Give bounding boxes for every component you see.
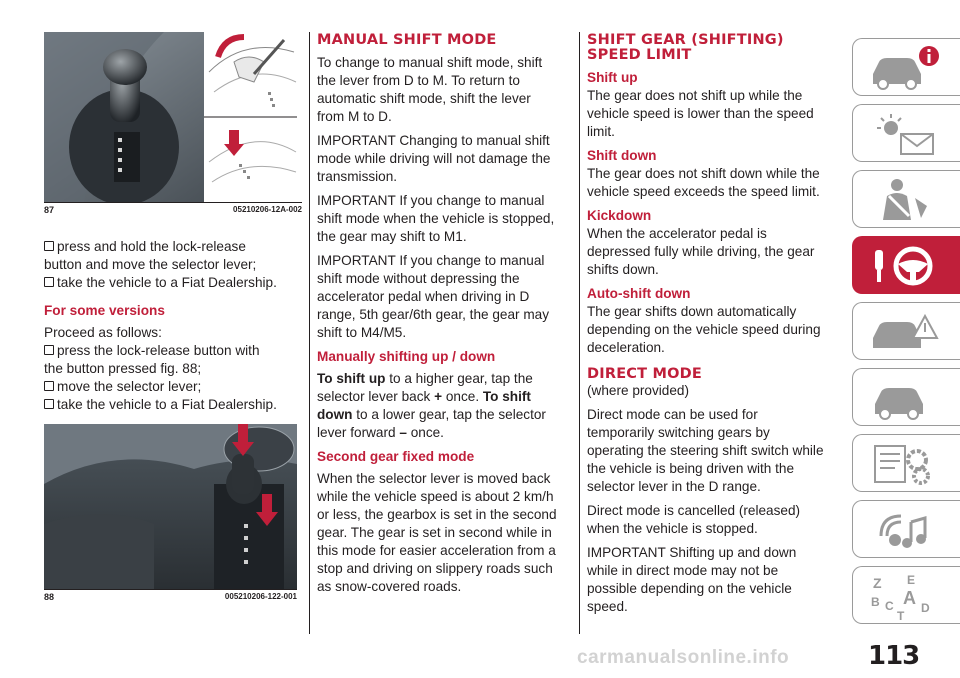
figure-88-image: [44, 424, 297, 589]
figure-87-caption: [44, 202, 302, 215]
nav-tab-airbag-seatbelt[interactable]: [852, 170, 960, 228]
section-subheading: For some versions: [44, 303, 165, 318]
list-item: take the vehicle to a Fiat Dealership.: [44, 396, 302, 414]
section-subheading: Manually shifting up / down: [317, 349, 496, 364]
paragraph: Direct mode is cancelled (released) when the vehicle is stopped.: [587, 503, 801, 536]
column-divider: [579, 32, 580, 634]
paragraph: To change to manual shift mode, shift the lever from D to M. To return to automatic shift mode, shift the lever from M to D.: [317, 55, 543, 124]
column-middle: [317, 0, 572, 596]
nav-tab-steering-wheel[interactable]: [852, 236, 960, 294]
section-subheading: Shift up: [587, 70, 638, 85]
nav-tab-specs[interactable]: [852, 434, 960, 492]
bullet-box-icon: [44, 277, 54, 287]
watermark: carmanualsonline.info: [577, 647, 790, 668]
index-letter: B: [871, 595, 880, 609]
figure-code: 05210206-12A-002: [233, 205, 302, 214]
index-letter: A: [903, 588, 916, 608]
paragraph: The gear does not shift up while the vehicle speed is lower than the speed limit.: [587, 88, 814, 139]
paragraph: The gear shifts down automatically depending on the vehicle speed during deceleration.: [587, 304, 821, 355]
column-divider: [309, 32, 310, 634]
column-right: [587, 0, 839, 616]
airbag-seatbelt-icon: [867, 176, 947, 224]
section-subheading: Second gear fixed mode: [317, 449, 475, 464]
car-crash-icon: [867, 308, 947, 356]
paragraph: Proceed as follows:: [44, 325, 162, 340]
paragraph: IMPORTANT If you change to manual shift mode when the vehicle is stopped, the gear may shift to M1.: [317, 193, 555, 244]
paragraph: Direct mode can be used for temporarily switching gears by operating the steering shift switch while the vehicle is being driven with the selector lever in the D range.: [587, 407, 824, 494]
figure-number: 88: [44, 592, 55, 602]
multimedia-icon: [867, 506, 947, 554]
section-subheading: Shift down: [587, 148, 657, 163]
car-info-icon: [867, 44, 947, 92]
index-letter: D: [921, 601, 930, 615]
section-title-line2: SPEED LIMIT: [587, 47, 692, 63]
section-title: DIRECT MODE: [587, 366, 702, 382]
paragraph: To shift up to a higher gear, tap the selector lever back + once. To shift down to a lower gear, tap the selector lever forward – once.: [317, 371, 546, 440]
list-item: move the selector lever;: [44, 378, 302, 396]
figure-code: 005210206-122-001: [224, 592, 297, 601]
list-item-continuation: button and move the selector lever;: [44, 257, 257, 272]
index-letter: C: [885, 599, 894, 613]
alphabetical-index-icon: [867, 572, 947, 620]
bullet-box-icon: [44, 381, 54, 391]
warning-lights-icon: [867, 110, 947, 158]
column-left: [44, 0, 302, 602]
section-title-note: (where provided): [587, 383, 689, 398]
page-number: 113: [868, 641, 920, 671]
index-letter: Z: [873, 575, 882, 591]
figure-88-caption: [44, 589, 297, 602]
steering-wheel-key-icon: [867, 242, 947, 290]
list-item: press the lock-release button with: [44, 342, 302, 360]
bullet-box-icon: [44, 241, 54, 251]
bullet-box-icon: [44, 345, 54, 355]
list-item: take the vehicle to a Fiat Dealership.: [44, 274, 302, 292]
nav-tab-maintenance[interactable]: [852, 368, 960, 426]
nav-tab-index[interactable]: [852, 566, 960, 624]
figure-number: 87: [44, 205, 55, 215]
index-letter: T: [897, 609, 905, 620]
nav-tab-car-crash[interactable]: [852, 302, 960, 360]
paragraph: The gear does not shift down while the vehicle speed exceeds the speed limit.: [587, 166, 820, 199]
nav-tab-multimedia[interactable]: [852, 500, 960, 558]
list-item: press and hold the lock-release: [44, 238, 302, 256]
section-title: MANUAL SHIFT MODE: [317, 32, 497, 48]
paragraph: When the accelerator pedal is depressed fully while driving, the gear shifts down.: [587, 226, 815, 277]
nav-tab-car-info[interactable]: [852, 38, 960, 96]
car-maintenance-icon: [867, 374, 947, 422]
section-subheading: Kickdown: [587, 208, 652, 223]
paragraph: IMPORTANT If you change to manual shift mode without depressing the accelerator pedal when driving in D range, 5th gear/6th gear, the gear may shift to M4/M5.: [317, 253, 550, 340]
section-subheading: Auto-shift down: [587, 286, 691, 301]
figure-87-image: [44, 32, 297, 202]
nav-tab-warning-lights[interactable]: [852, 104, 960, 162]
section-title: SHIFT GEAR (SHIFTING): [587, 32, 784, 48]
paragraph: When the selector lever is moved back while the vehicle speed is about 2 km/h or less, the gearbox is set in the second gear. The gear is set in second while in this mode for easier acceleration from a stop and driving on slippery roads such as snow-covered roads.: [317, 471, 557, 594]
list-item-continuation: the button pressed fig. 88;: [44, 361, 202, 376]
specs-gears-icon: [867, 440, 947, 488]
paragraph: IMPORTANT Changing to manual shift mode while driving will not damage the transmission.: [317, 133, 551, 184]
index-letter: E: [907, 573, 916, 587]
bullet-box-icon: [44, 399, 54, 409]
paragraph: IMPORTANT Shifting up and down while in direct mode may not be possible depending on the vehicle speed.: [587, 545, 797, 614]
